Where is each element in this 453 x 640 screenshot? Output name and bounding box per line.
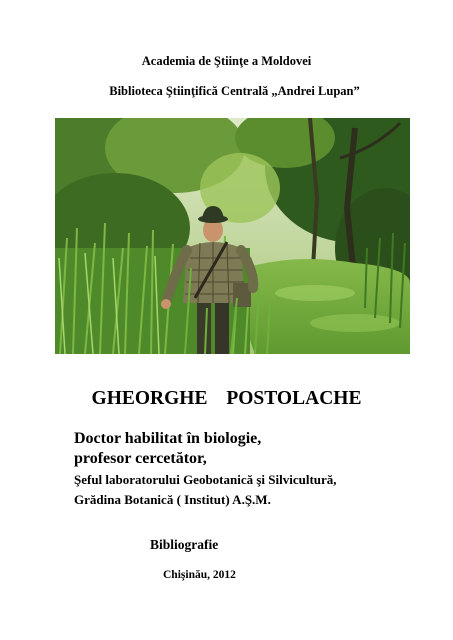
document-type: Bibliografie: [150, 537, 219, 552]
institution-line-2: Biblioteca Ştiinţifică Centrală „Andrei Lupan”: [109, 84, 360, 98]
credential-line-2: profesor cercetător,: [74, 450, 207, 467]
institution-line-1: Academia de Ştiinţe a Moldovei: [141, 54, 312, 68]
place-year: Chişinău, 2012: [163, 569, 236, 581]
credential-line-1: Doctor habilitat în biologie,: [74, 430, 262, 447]
person-name: GHEORGHE POSTOLACHE: [91, 388, 362, 409]
credential-line-4: Grădina Botanică ( Institut) A.Ş.M.: [74, 492, 271, 507]
credential-line-3: Şeful laboratorului Geobotanică şi Silvicultură,: [74, 472, 337, 487]
cover-photo: [55, 118, 410, 354]
